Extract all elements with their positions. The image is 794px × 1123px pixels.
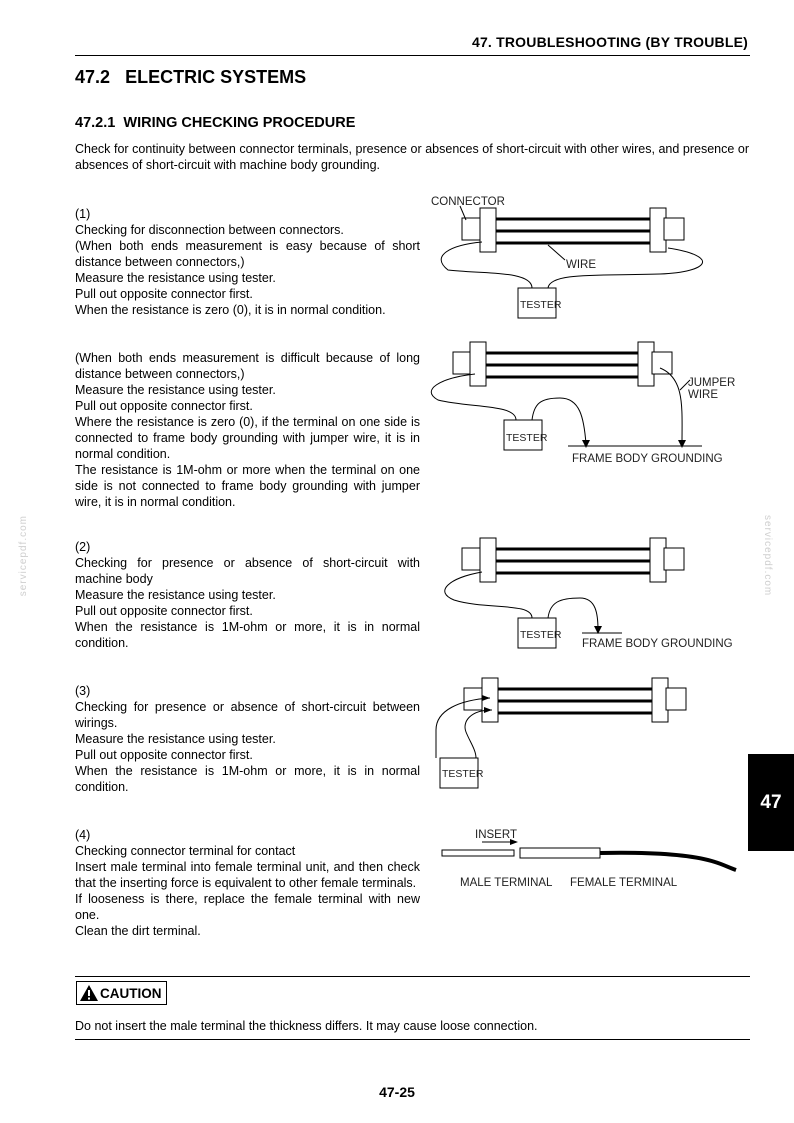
male-terminal-label: MALE TERMINAL: [460, 877, 553, 889]
figure-wiring-short-check: [420, 670, 750, 795]
figure-jumper-check: [420, 338, 750, 473]
caution-label: CAUTION: [100, 985, 162, 1001]
caution-top-rule: [75, 976, 750, 977]
section-title: 47.2 ELECTRIC SYSTEMS: [75, 67, 307, 87]
figure-terminal-insert: [430, 822, 750, 897]
insert-label: INSERT: [475, 829, 517, 841]
watermark-right: servicepdf.com: [762, 515, 773, 597]
figure-continuity-check: [420, 190, 750, 325]
figure-body-short-check: [420, 530, 750, 660]
chapter-tab: 47: [748, 754, 794, 851]
tester-label: TESTER: [442, 768, 484, 780]
intro-paragraph: Check for continuity between connector terminals, presence or absences of short-circuit with other wires, and presence or absences of short-circuit with machine body grounding.: [75, 142, 749, 172]
warning-icon: [79, 984, 99, 1002]
step-4-text: (4) Checking connector terminal for contact Insert male terminal into female terminal unit, and then check that the inserting force is equivalent to other female terminals. If looseness is there, replace the female terminal with new one. Clean the dirt terminal.: [75, 828, 420, 938]
page-number: 47-25: [379, 1084, 415, 1100]
subsection-title: 47.2.1 WIRING CHECKING PROCEDURE: [75, 115, 356, 131]
caution-bottom-rule: [75, 1039, 750, 1040]
female-terminal-label: FEMALE TERMINAL: [570, 877, 678, 889]
chapter-header: 47. TROUBLESHOOTING (BY TROUBLE): [471, 34, 748, 50]
jumper-label-1: JUMPER: [688, 377, 736, 389]
tester-label: TESTER: [520, 629, 562, 641]
step-2-text: (2) Checking for presence or absence of short-circuit with machine body Measure the resistance using tester. Pull out opposite connector first. When the resistance is 1M-ohm or more, it is in normal condition.: [75, 540, 420, 650]
tester-label: TESTER: [506, 432, 548, 444]
tester-label: TESTER: [520, 299, 562, 311]
step-1-text: (1) Checking for disconnection between connectors. (When both ends measurement is easy because of short distance between connectors,) Measure the resistance using tester. Pull out opposite connector first. When the resistance is zero (0), it is in normal condition.: [75, 207, 420, 317]
caution-box: [76, 981, 167, 1005]
caution-text: Do not insert the male terminal the thickness differs. It may cause loose connection.: [75, 1019, 538, 1033]
step-1b-text: (When both ends measurement is difficult because of long distance between connectors,) Measure the resistance using tester. Pull out opposite connector first. Where the resistance is zero (0), if the terminal on one side is connected to frame body grounding with jumper wire, it is in normal condition. The resistance is 1M-ohm or more when the terminal on one side is not connected to frame body grounding with jumper wire, it is in normal condition.: [75, 351, 420, 509]
jumper-label-2: WIRE: [688, 389, 719, 401]
wire-label: WIRE: [566, 259, 597, 271]
header-rule: [75, 55, 750, 56]
watermark-left: servicepdf.com: [18, 515, 29, 597]
step-3-text: (3) Checking for presence or absence of short-circuit between wirings. Measure the resistance using tester. Pull out opposite connector first. When the resistance is 1M-ohm or more, it is in normal condition.: [75, 684, 420, 794]
ground-label: FRAME BODY GROUNDING: [572, 453, 723, 465]
ground-label: FRAME BODY GROUNDING: [582, 638, 733, 650]
connector-label: CONNECTOR: [431, 196, 505, 208]
